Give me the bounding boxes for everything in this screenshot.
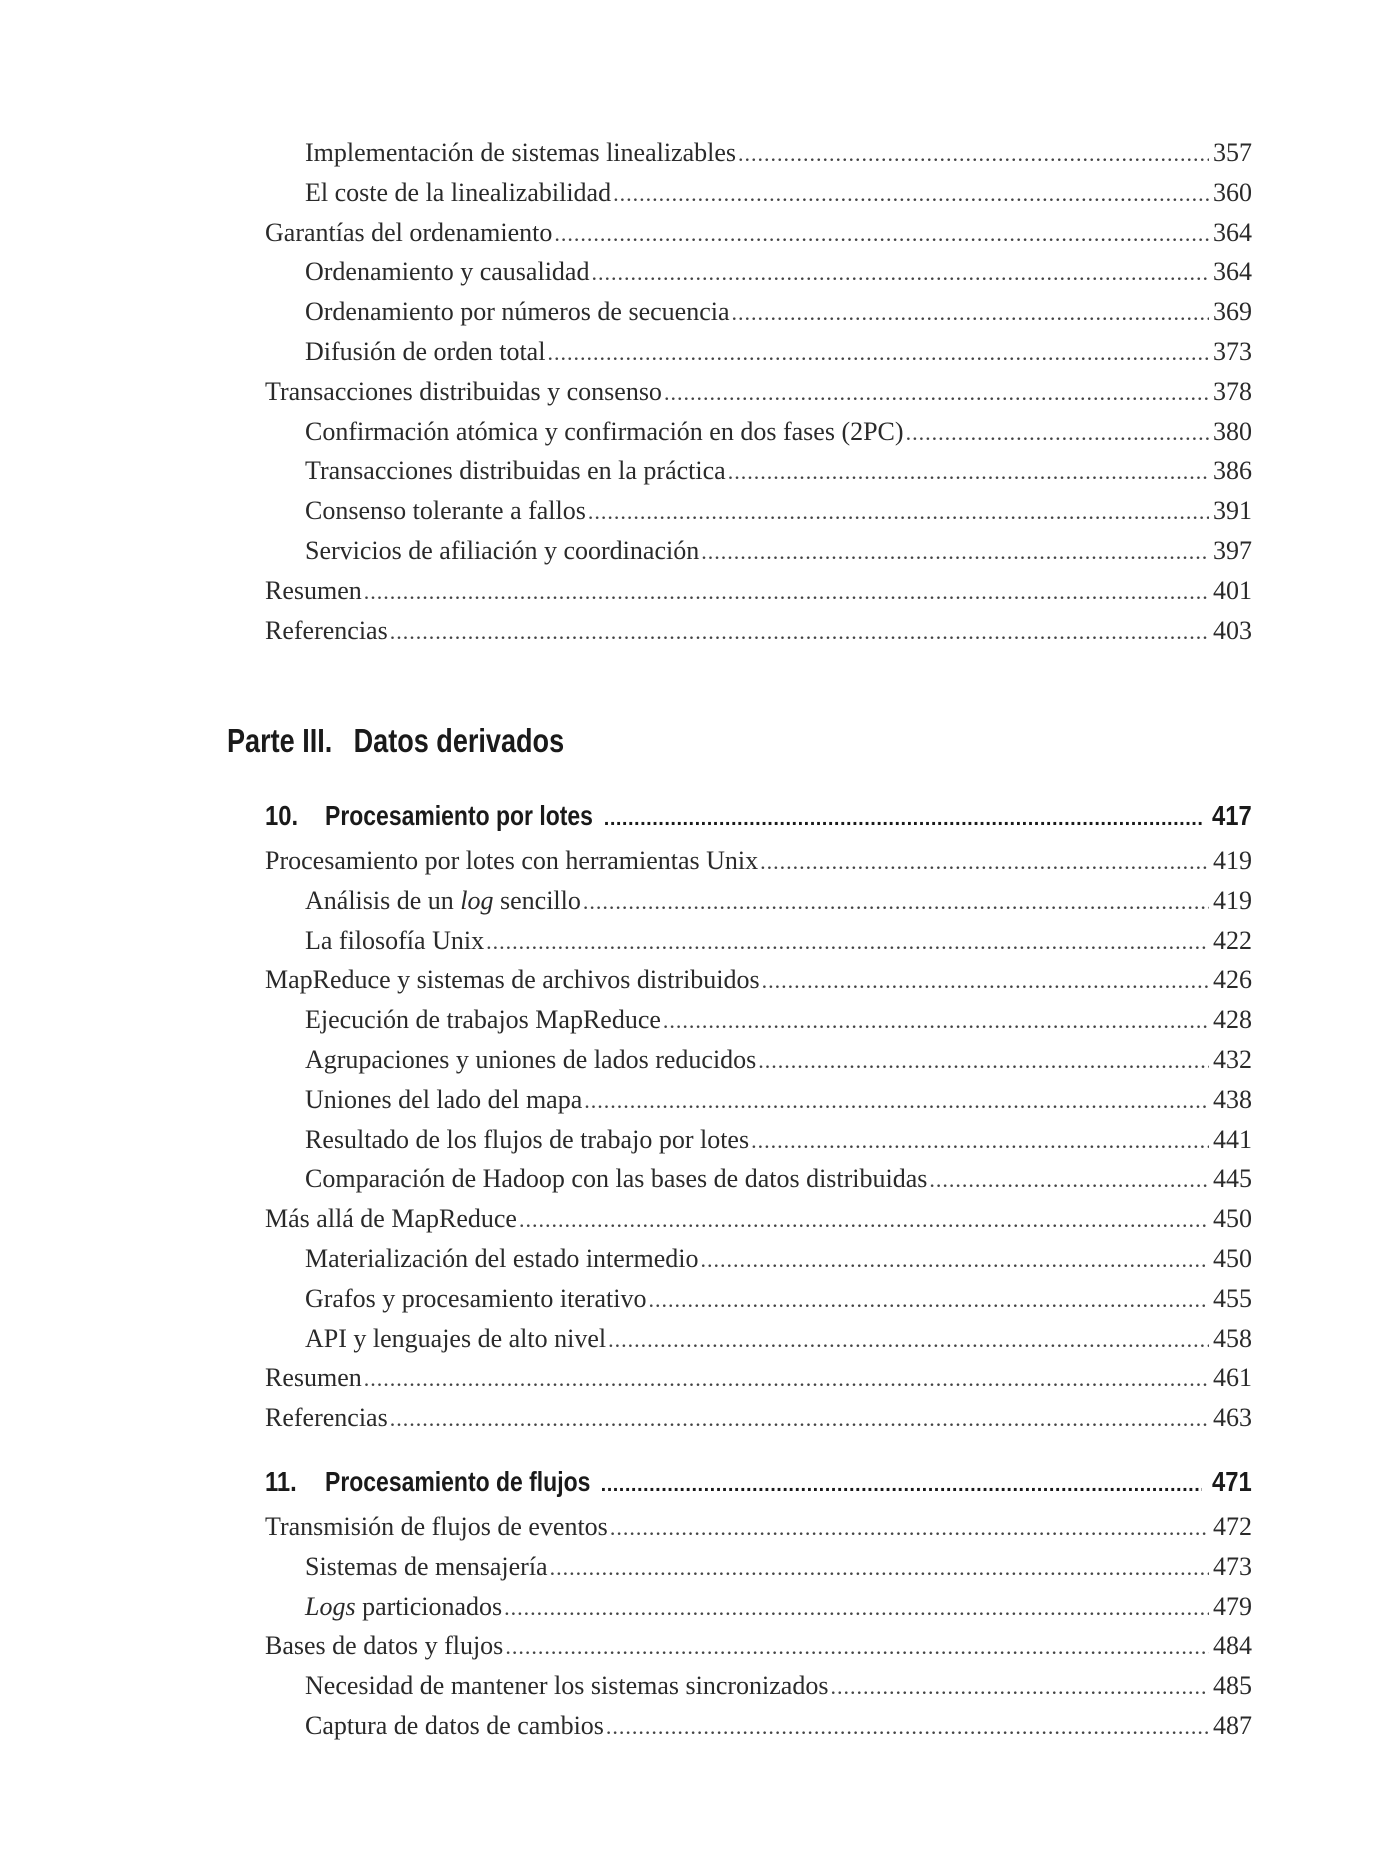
toc-entry-title: Grafos y procesamiento iterativo xyxy=(305,1283,647,1313)
dot-leader xyxy=(583,889,1209,915)
dot-leader xyxy=(762,968,1209,994)
toc-entry-page: 463 xyxy=(1213,1403,1252,1433)
toc-entry[interactable] xyxy=(265,377,1252,417)
toc-entry-title: Servicios de afiliación y coordinación xyxy=(305,535,700,565)
toc-entry-title: Más allá de MapReduce xyxy=(265,1204,517,1234)
part-title: Datos derivados xyxy=(353,722,565,759)
toc-entry[interactable] xyxy=(265,456,1252,496)
toc-entry[interactable] xyxy=(265,1125,1252,1165)
toc-entry-page: 357 xyxy=(1213,138,1252,167)
toc-entry-title: Garantías del ordenamiento xyxy=(265,217,553,247)
toc-entry-page: 432 xyxy=(1213,1044,1252,1074)
dot-leader xyxy=(588,499,1209,525)
toc-entry-title: Transacciones distribuidas y consenso xyxy=(265,376,662,406)
toc-entry[interactable] xyxy=(265,257,1252,297)
toc-entry-title: Agrupaciones y uniones de lados reducidos xyxy=(305,1044,757,1074)
toc-entry[interactable] xyxy=(265,926,1252,966)
toc-entry-page: 419 xyxy=(1213,846,1252,875)
dot-leader xyxy=(486,929,1209,955)
toc-entry-title: Ordenamiento por números de secuencia xyxy=(305,297,730,327)
toc-entry-page: 378 xyxy=(1213,376,1252,406)
toc-entry[interactable] xyxy=(265,1284,1252,1324)
toc-entry-page: 473 xyxy=(1213,1551,1252,1581)
toc-entry-title: Transmisión de flujos de eventos xyxy=(265,1512,608,1541)
dot-leader xyxy=(732,300,1209,326)
dot-leader xyxy=(760,849,1209,875)
toc-entry-title: Captura de datos de cambios xyxy=(305,1710,604,1740)
dot-leader xyxy=(728,459,1209,485)
toc-entry-page: 484 xyxy=(1213,1631,1252,1661)
toc-entry-page: 479 xyxy=(1213,1591,1252,1621)
toc-list-chapter-9-continuation xyxy=(265,138,1252,655)
toc-entry[interactable] xyxy=(265,1164,1252,1204)
dot-leader xyxy=(649,1287,1210,1313)
chapter-page: 471 xyxy=(1212,1466,1252,1497)
dot-leader xyxy=(591,260,1209,286)
dot-leader xyxy=(604,808,1203,831)
dot-leader xyxy=(504,1595,1209,1621)
dot-leader xyxy=(929,1167,1209,1193)
dot-leader xyxy=(364,1366,1209,1392)
toc-entry-title: Materialización del estado intermedio xyxy=(305,1243,699,1273)
chapter-heading-10[interactable] xyxy=(265,800,1252,846)
dot-leader xyxy=(547,340,1209,366)
toc-entry[interactable] xyxy=(265,576,1252,616)
dot-leader xyxy=(606,1714,1209,1740)
toc-entry-title: Resultado de los flujos de trabajo por lotes xyxy=(305,1124,750,1154)
toc-entry[interactable] xyxy=(265,1204,1252,1244)
toc-entry-title: Comparación de Hadoop con las bases de datos distribuidas xyxy=(305,1164,928,1194)
toc-entry[interactable] xyxy=(265,1592,1252,1632)
toc-entry-title: Referencias xyxy=(265,615,388,645)
dot-leader xyxy=(664,380,1209,406)
dot-leader xyxy=(550,1555,1209,1581)
toc-entry[interactable] xyxy=(265,1324,1252,1364)
toc-entry-title: Difusión de orden total xyxy=(305,336,546,366)
toc-entry-title: Consenso tolerante a fallos xyxy=(305,496,586,526)
toc-entry-page: 360 xyxy=(1213,177,1252,207)
toc-entry[interactable] xyxy=(265,1005,1252,1045)
toc-entry-title: Referencias xyxy=(265,1403,388,1433)
toc-entry-page: 364 xyxy=(1213,217,1252,247)
toc-entry-title: Resumen xyxy=(265,1363,362,1393)
toc-entry-title: Necesidad de mantener los sistemas sincronizados xyxy=(305,1671,829,1701)
toc-entry[interactable] xyxy=(265,178,1252,218)
toc-entry-page: 380 xyxy=(1213,416,1252,446)
toc-entry[interactable] xyxy=(265,1045,1252,1085)
toc-entry[interactable] xyxy=(265,417,1252,457)
toc-entry-title: Sistemas de mensajería xyxy=(305,1551,548,1581)
toc-entry-title: El coste de la linealizabilidad xyxy=(305,177,612,207)
toc-entry-title: Ordenamiento y causalidad xyxy=(305,257,590,287)
toc-entry-title: Confirmación atómica y confirmación en dos fases (2PC) xyxy=(305,416,904,446)
dot-leader xyxy=(751,1128,1209,1154)
toc-entry-title: Análisis de un log sencillo xyxy=(305,885,581,915)
chapter-number: 11. xyxy=(265,1466,297,1497)
dot-leader xyxy=(613,181,1209,207)
toc-entry-page: 441 xyxy=(1213,1124,1252,1154)
toc-entry-page: 373 xyxy=(1213,336,1252,366)
toc-entry-page: 422 xyxy=(1213,925,1252,955)
toc-entry-page: 369 xyxy=(1213,297,1252,327)
toc-entry[interactable] xyxy=(265,1711,1252,1751)
toc-entry-page: 401 xyxy=(1213,575,1252,605)
toc-entry[interactable] xyxy=(265,297,1252,337)
dot-leader xyxy=(700,1247,1209,1273)
dot-leader xyxy=(663,1008,1209,1034)
toc-list-chapter-10 xyxy=(265,800,1252,1443)
dot-leader xyxy=(738,141,1209,167)
dot-leader xyxy=(584,1088,1209,1114)
toc-entry-title: API y lenguajes de alto nivel xyxy=(305,1323,607,1353)
dot-leader xyxy=(601,1474,1203,1497)
toc-entry-page: 386 xyxy=(1213,456,1252,486)
dot-leader xyxy=(390,1406,1209,1432)
toc-entry[interactable] xyxy=(265,536,1252,576)
dot-leader xyxy=(390,619,1209,645)
toc-entry[interactable] xyxy=(265,1512,1252,1552)
dot-leader xyxy=(701,539,1209,565)
toc-entry-page: 461 xyxy=(1213,1363,1252,1393)
toc-entry-title: Procesamiento por lotes con herramientas Unix xyxy=(265,846,759,875)
toc-entry-title: Transacciones distribuidas en la práctica xyxy=(305,456,726,486)
toc-entry[interactable] xyxy=(265,1552,1252,1592)
chapter-heading-11[interactable] xyxy=(265,1466,1252,1512)
chapter-number: 10. xyxy=(265,800,299,831)
toc-entry-page: 445 xyxy=(1213,1164,1252,1194)
toc-entry[interactable] xyxy=(265,846,1252,886)
toc-entry[interactable] xyxy=(265,1244,1252,1284)
toc-entry[interactable] xyxy=(265,1671,1252,1711)
toc-entry[interactable] xyxy=(265,1085,1252,1125)
toc-entry-page: 426 xyxy=(1213,965,1252,995)
dot-leader xyxy=(830,1674,1209,1700)
dot-leader xyxy=(519,1207,1209,1233)
toc-entry-title: Ejecución de trabajos MapReduce xyxy=(305,1005,661,1035)
toc-entry[interactable] xyxy=(265,337,1252,377)
toc-entry-page: 458 xyxy=(1213,1323,1252,1353)
toc-entry-page: 450 xyxy=(1213,1243,1252,1273)
toc-entry-page: 455 xyxy=(1213,1283,1252,1313)
toc-entry[interactable] xyxy=(265,965,1252,1005)
dot-leader xyxy=(505,1634,1209,1660)
toc-entry-page: 391 xyxy=(1213,496,1252,526)
dot-leader xyxy=(364,579,1209,605)
toc-entry-page: 485 xyxy=(1213,1671,1252,1701)
toc-entry-page: 438 xyxy=(1213,1084,1252,1114)
part-label: Parte III. xyxy=(227,722,333,759)
toc-entry-page: 403 xyxy=(1213,615,1252,645)
toc-entry[interactable] xyxy=(265,886,1252,926)
toc-entry[interactable] xyxy=(265,1363,1252,1403)
toc-entry-page: 419 xyxy=(1213,885,1252,915)
toc-entry-page: 487 xyxy=(1213,1710,1252,1740)
toc-entry[interactable] xyxy=(265,218,1252,258)
toc-entry-title: MapReduce y sistemas de archivos distribuidos xyxy=(265,965,760,995)
toc-entry-page: 364 xyxy=(1213,257,1252,287)
chapter-title: Procesamiento por lotes xyxy=(325,800,593,831)
chapter-title: Procesamiento de flujos xyxy=(325,1466,591,1497)
toc-entry[interactable] xyxy=(265,496,1252,536)
part-heading xyxy=(227,722,564,760)
toc-entry-title: Resumen xyxy=(265,575,362,605)
toc-entry-page: 428 xyxy=(1213,1005,1252,1035)
toc-entry[interactable] xyxy=(265,138,1252,178)
toc-entry-title: Uniones del lado del mapa xyxy=(305,1084,583,1114)
toc-entry-page: 472 xyxy=(1213,1512,1252,1541)
toc-entry[interactable] xyxy=(265,1403,1252,1443)
toc-entry-page: 450 xyxy=(1213,1204,1252,1234)
dot-leader xyxy=(610,1515,1209,1541)
dot-leader xyxy=(608,1327,1209,1353)
toc-list-chapter-11 xyxy=(265,1466,1252,1751)
dot-leader xyxy=(906,420,1209,446)
toc-entry[interactable] xyxy=(265,616,1252,656)
toc-entry[interactable] xyxy=(265,1631,1252,1671)
toc-entry-title: Bases de datos y flujos xyxy=(265,1631,504,1661)
dot-leader xyxy=(554,221,1209,247)
toc-entry-title: Logs particionados xyxy=(305,1591,503,1621)
toc-entry-title: Implementación de sistemas linealizables xyxy=(305,138,737,167)
toc-entry-page: 397 xyxy=(1213,535,1252,565)
dot-leader xyxy=(758,1048,1209,1074)
chapter-page: 417 xyxy=(1212,800,1252,831)
toc-entry-title: La filosofía Unix xyxy=(305,925,485,955)
